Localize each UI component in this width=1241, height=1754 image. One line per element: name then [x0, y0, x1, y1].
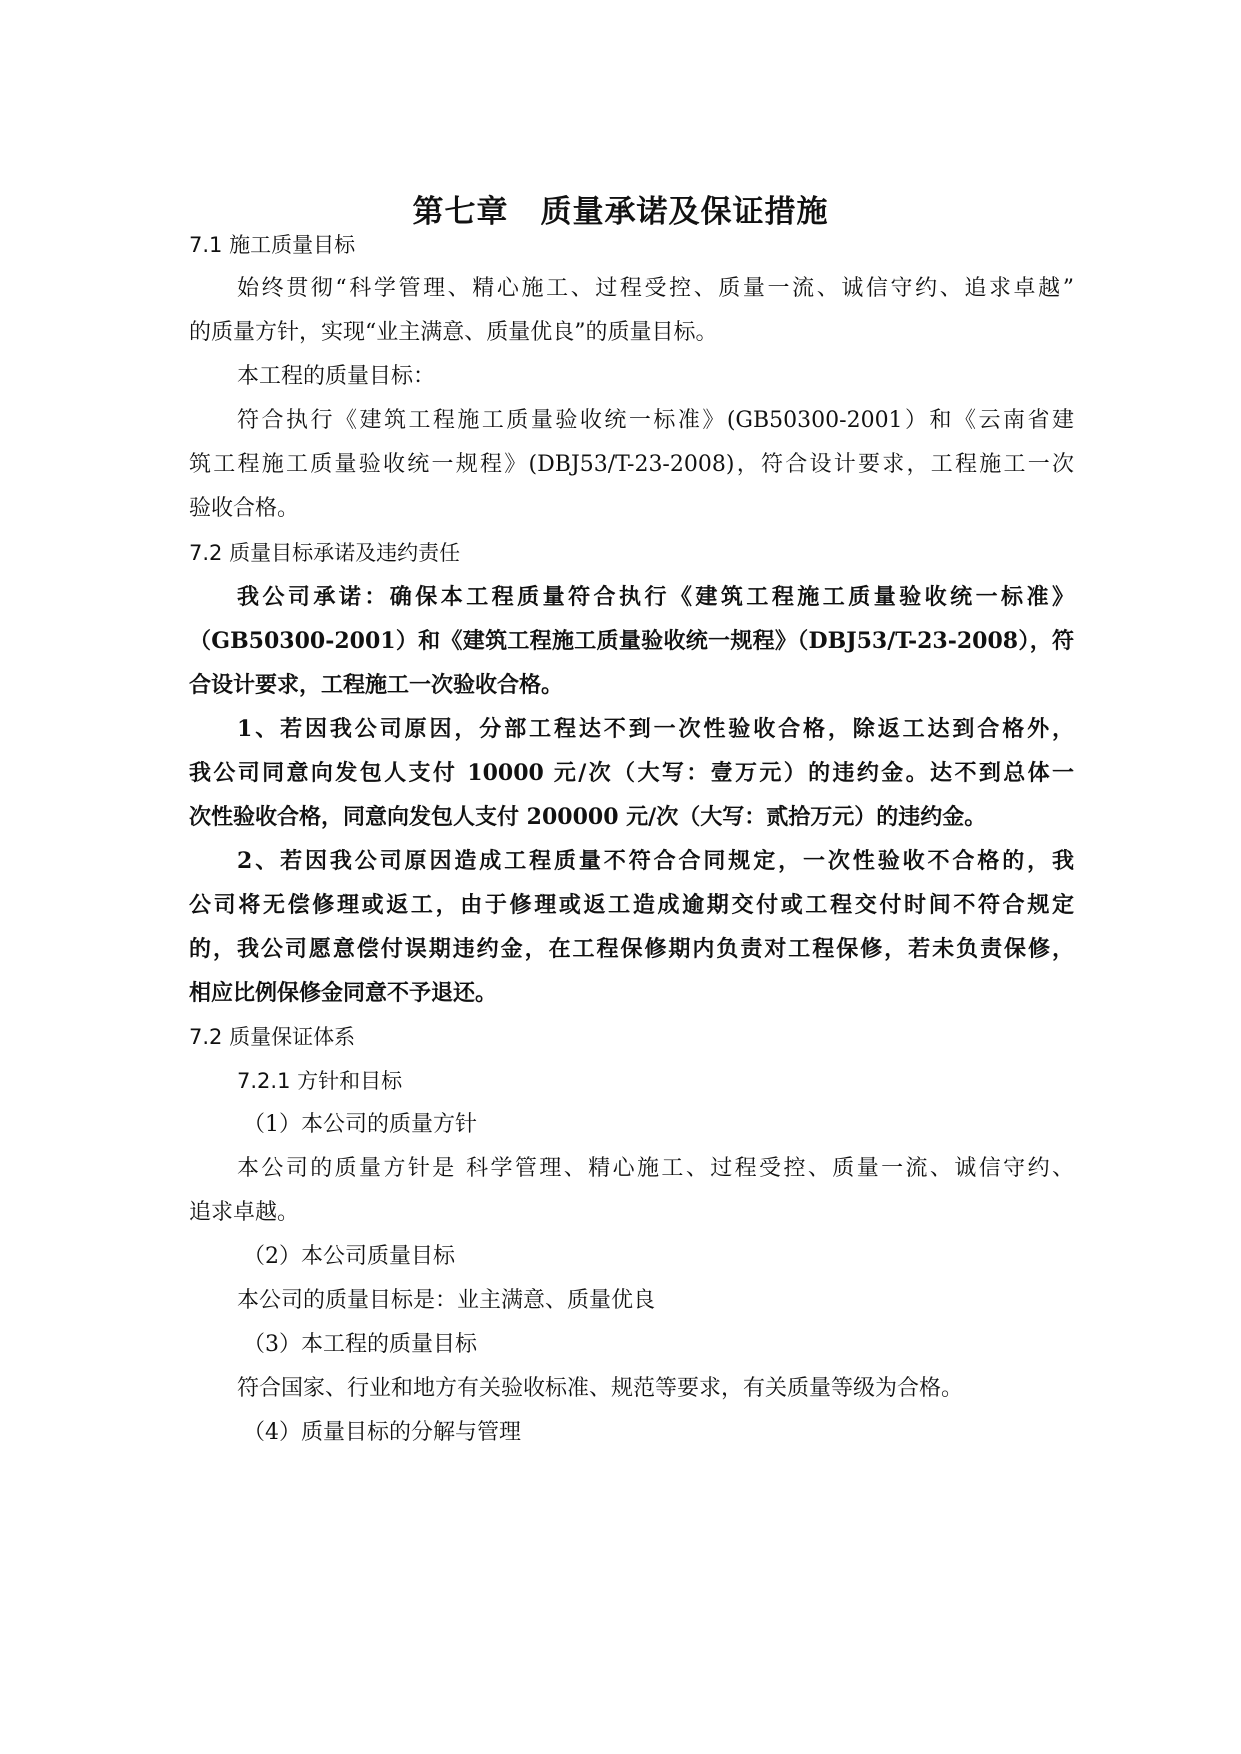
- paragraph-line: 符合国家、行业和地方有关验收标准、规范等要求，有关质量等级为合格。: [237, 1376, 964, 1401]
- paragraph-line: 的质量方针，实现“业主满意、质量优良”的质量目标。: [189, 320, 718, 345]
- commitment-paragraph-line: 我公司同意向发包人支付 10000 元/次（大写：壹万元）的违约金。达不到总体一: [189, 760, 1074, 786]
- subsection-heading-7-2-1: 7.2.1 方针和目标: [237, 1069, 403, 1093]
- list-item-heading: （4）质量目标的分解与管理: [243, 1420, 521, 1445]
- commitment-paragraph-line: 公司将无偿修理或返工，由于修理或返工造成逾期交付或工程交付时间不符合规定: [189, 892, 1074, 918]
- paragraph-line: 本公司的质量目标是：业主满意、质量优良: [237, 1288, 656, 1313]
- paragraph-line: 本工程的质量目标：: [237, 364, 436, 389]
- chapter-title: 第七章 质量承诺及保证措施: [412, 194, 829, 230]
- paragraph-line: 符合执行《建筑工程施工质量验收统一标准》(GB50300-2001）和《云南省建: [237, 408, 1074, 433]
- commitment-paragraph-line: 次性验收合格，同意向发包人支付 200000 元/次（大写：贰拾万元）的违约金。: [189, 804, 987, 830]
- commitment-paragraph-line: 2、若因我公司原因造成工程质量不符合合同规定，一次性验收不合格的，我: [237, 848, 1074, 874]
- commitment-paragraph-line: （GB50300-2001）和《建筑工程施工质量验收统一规程》（DBJ53/T-23-2008），符: [189, 628, 1074, 654]
- section-heading-7-2-system: 7.2 质量保证体系: [189, 1025, 356, 1049]
- section-heading-7-1: 7.1 施工质量目标: [189, 233, 356, 257]
- commitment-paragraph-line: 我公司承诺：确保本工程质量符合执行《建筑工程施工质量验收统一标准》: [237, 584, 1074, 610]
- paragraph-line: 筑工程施工质量验收统一规程》(DBJ53/T-23-2008)，符合设计要求，工程施工一次: [189, 452, 1074, 477]
- section-heading-7-2-commitment: 7.2 质量目标承诺及违约责任: [189, 541, 461, 565]
- paragraph-line: 验收合格。: [189, 496, 300, 521]
- commitment-paragraph-line: 1、若因我公司原因，分部工程达不到一次性验收合格，除返工达到合格外，: [237, 716, 1074, 742]
- commitment-paragraph-line: 相应比例保修金同意不予退还。: [189, 980, 498, 1006]
- paragraph-line: 本公司的质量方针是 科学管理、精心施工、过程受控、质量一流、诚信守约、: [237, 1156, 1074, 1181]
- list-item-heading: （2）本公司质量目标: [243, 1244, 455, 1269]
- paragraph-line: 追求卓越。: [189, 1200, 300, 1225]
- commitment-paragraph-line: 合设计要求，工程施工一次验收合格。: [189, 672, 564, 698]
- paragraph-line: 始终贯彻“科学管理、精心施工、过程受控、质量一流、诚信守约、追求卓越”: [237, 276, 1074, 301]
- list-item-heading: （3）本工程的质量目标: [243, 1332, 477, 1357]
- commitment-paragraph-line: 的，我公司愿意偿付误期违约金，在工程保修期内负责对工程保修，若未负责保修，: [189, 936, 1074, 962]
- list-item-heading: （1）本公司的质量方针: [243, 1112, 477, 1137]
